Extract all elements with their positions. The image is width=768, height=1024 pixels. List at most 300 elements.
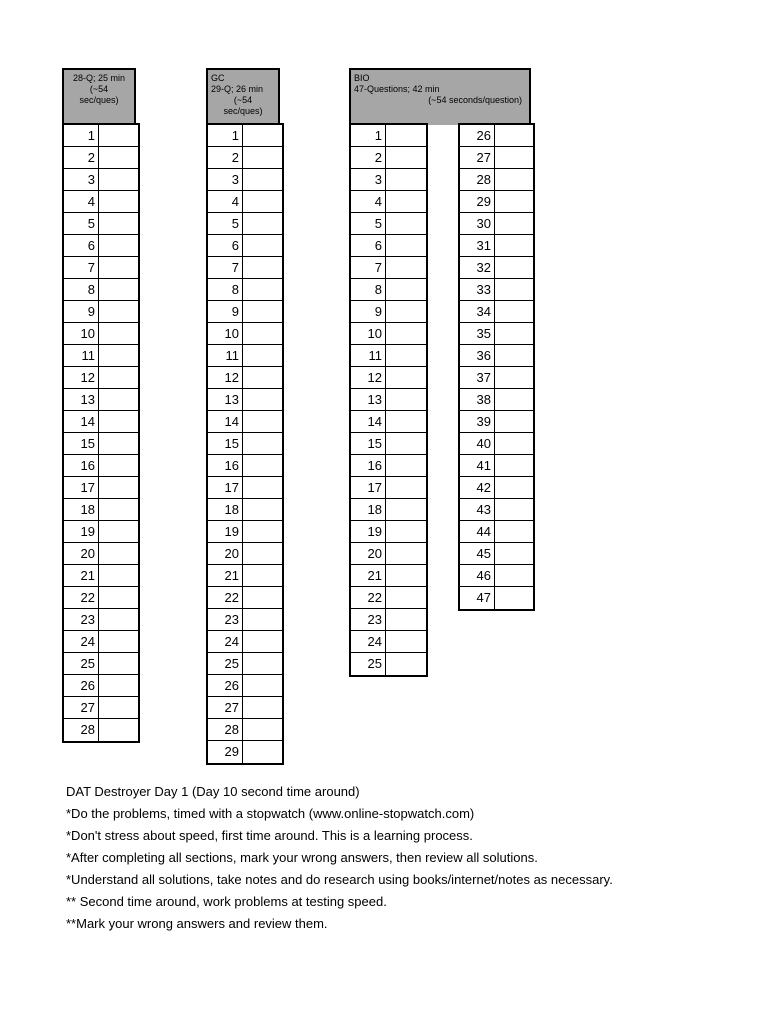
question-number: 13 (64, 389, 99, 410)
answer-row (208, 499, 282, 521)
question-number: 9 (351, 301, 386, 322)
answer-row (460, 345, 533, 367)
question-number: 15 (208, 433, 243, 454)
answer-row (64, 433, 138, 455)
answer-row (460, 213, 533, 235)
question-number: 9 (208, 301, 243, 322)
answer-cell[interactable] (99, 587, 138, 608)
answer-row (351, 411, 426, 433)
question-number: 39 (460, 411, 495, 432)
question-number: 1 (351, 125, 386, 146)
question-number: 30 (460, 213, 495, 234)
answer-cell[interactable] (243, 389, 282, 410)
answer-cell[interactable] (495, 169, 533, 190)
answer-row (208, 235, 282, 257)
answer-row (351, 257, 426, 279)
answer-row (64, 719, 138, 741)
answer-row (64, 521, 138, 543)
answer-cell[interactable] (386, 367, 426, 388)
answer-cell[interactable] (386, 169, 426, 190)
answer-row (208, 147, 282, 169)
answer-row (351, 147, 426, 169)
answer-row (460, 477, 533, 499)
answer-cell[interactable] (495, 191, 533, 212)
answer-cell[interactable] (243, 169, 282, 190)
answer-row (64, 125, 138, 147)
answer-cell[interactable] (386, 411, 426, 432)
question-number: 23 (208, 609, 243, 630)
section-header-line: sec/ques) (79, 95, 119, 105)
answer-cell[interactable] (495, 279, 533, 300)
answer-row (208, 257, 282, 279)
instruction-line: *Don't stress about speed, first time around. This is a learning process. (66, 828, 473, 843)
answer-cell[interactable] (243, 609, 282, 630)
answer-cell[interactable] (386, 477, 426, 498)
question-number: 14 (208, 411, 243, 432)
question-number: 17 (351, 477, 386, 498)
answer-cell[interactable] (386, 125, 426, 146)
answer-cell[interactable] (386, 213, 426, 234)
answer-row (351, 213, 426, 235)
answer-row (208, 411, 282, 433)
answer-row (351, 169, 426, 191)
answer-cell[interactable] (386, 455, 426, 476)
answer-row (460, 411, 533, 433)
answer-row (351, 323, 426, 345)
answer-cell[interactable] (386, 323, 426, 344)
answer-row (208, 719, 282, 741)
answer-row (208, 279, 282, 301)
answer-cell[interactable] (495, 257, 533, 278)
answer-cell[interactable] (243, 499, 282, 520)
answer-cell[interactable] (386, 147, 426, 168)
question-number: 23 (351, 609, 386, 630)
question-number: 24 (208, 631, 243, 652)
question-number: 17 (208, 477, 243, 498)
question-number: 2 (351, 147, 386, 168)
answer-cell[interactable] (386, 235, 426, 256)
answer-cell[interactable] (99, 125, 138, 146)
question-number: 42 (460, 477, 495, 498)
answer-cell[interactable] (243, 191, 282, 212)
answer-cell[interactable] (99, 521, 138, 542)
question-number: 15 (351, 433, 386, 454)
answer-cell[interactable] (99, 147, 138, 168)
answer-cell[interactable] (243, 367, 282, 388)
answer-cell[interactable] (243, 257, 282, 278)
answer-row (351, 653, 426, 675)
answer-row (460, 301, 533, 323)
answer-cell[interactable] (386, 301, 426, 322)
answer-cell[interactable] (386, 631, 426, 652)
answer-row (351, 125, 426, 147)
answer-cell[interactable] (495, 213, 533, 234)
answer-cell[interactable] (99, 653, 138, 674)
answer-row (208, 323, 282, 345)
question-number: 41 (460, 455, 495, 476)
question-number: 8 (351, 279, 386, 300)
question-number: 18 (208, 499, 243, 520)
bio-answer-column (349, 123, 428, 677)
question-number: 14 (64, 411, 99, 432)
question-number: 10 (208, 323, 243, 344)
answer-row (208, 433, 282, 455)
question-number: 16 (64, 455, 99, 476)
answer-row (460, 367, 533, 389)
question-number: 21 (208, 565, 243, 586)
section-header-line: 47-Questions; 42 min (354, 84, 440, 94)
answer-cell[interactable] (386, 521, 426, 542)
gc-answer-column (206, 123, 284, 765)
answer-row (208, 213, 282, 235)
question-number: 8 (208, 279, 243, 300)
question-number: 20 (208, 543, 243, 564)
instruction-line: ** Second time around, work problems at testing speed. (66, 894, 387, 909)
section-header-line: (~54 seconds/question) (428, 95, 522, 105)
question-number: 21 (351, 565, 386, 586)
answer-cell[interactable] (99, 235, 138, 256)
answer-row (460, 587, 533, 609)
answer-cell[interactable] (99, 279, 138, 300)
answer-row (64, 345, 138, 367)
answer-row (460, 279, 533, 301)
instruction-line: **Mark your wrong answers and review them. (66, 916, 328, 931)
answer-cell[interactable] (495, 323, 533, 344)
question-number: 4 (351, 191, 386, 212)
answer-cell[interactable] (386, 587, 426, 608)
section-header-line: 28-Q; 25 min (72, 73, 126, 83)
answer-row (351, 477, 426, 499)
answer-row (64, 279, 138, 301)
answer-row (208, 367, 282, 389)
answer-row (64, 587, 138, 609)
answer-cell[interactable] (99, 411, 138, 432)
answer-cell[interactable] (243, 323, 282, 344)
answer-row (351, 587, 426, 609)
answer-row (64, 301, 138, 323)
answer-cell[interactable] (99, 719, 138, 741)
answer-cell[interactable] (99, 367, 138, 388)
answer-row (460, 521, 533, 543)
question-number: 28 (64, 719, 99, 741)
answer-cell[interactable] (243, 719, 282, 740)
answer-row (64, 235, 138, 257)
question-number: 6 (208, 235, 243, 256)
question-number: 35 (460, 323, 495, 344)
question-number: 13 (208, 389, 243, 410)
question-number: 25 (64, 653, 99, 674)
answer-cell[interactable] (243, 587, 282, 608)
answer-cell[interactable] (495, 477, 533, 498)
instructions-title: DAT Destroyer Day 1 (Day 10 second time around) (66, 784, 360, 799)
s1-section-header (62, 68, 136, 125)
answer-row (64, 455, 138, 477)
answer-cell[interactable] (99, 433, 138, 454)
answer-cell[interactable] (99, 169, 138, 190)
question-number: 33 (460, 279, 495, 300)
answer-cell[interactable] (495, 345, 533, 366)
answer-cell[interactable] (495, 521, 533, 542)
question-number: 27 (460, 147, 495, 168)
question-number: 7 (208, 257, 243, 278)
answer-row (208, 301, 282, 323)
answer-row (351, 279, 426, 301)
answer-cell[interactable] (99, 675, 138, 696)
answer-cell[interactable] (99, 257, 138, 278)
answer-row (208, 191, 282, 213)
question-number: 17 (64, 477, 99, 498)
question-number: 11 (64, 345, 99, 366)
answer-row (64, 477, 138, 499)
answer-cell[interactable] (99, 543, 138, 564)
question-number: 13 (351, 389, 386, 410)
answer-cell[interactable] (495, 587, 533, 609)
question-number: 4 (64, 191, 99, 212)
answer-row (208, 455, 282, 477)
answer-row (208, 125, 282, 147)
question-number: 2 (64, 147, 99, 168)
answer-row (64, 499, 138, 521)
answer-row (208, 697, 282, 719)
question-number: 5 (64, 213, 99, 234)
answer-row (351, 367, 426, 389)
question-number: 26 (460, 125, 495, 146)
question-number: 14 (351, 411, 386, 432)
answer-cell[interactable] (243, 279, 282, 300)
answer-row (208, 521, 282, 543)
answer-row (208, 675, 282, 697)
answer-cell[interactable] (243, 433, 282, 454)
answer-cell[interactable] (386, 609, 426, 630)
answer-row (64, 213, 138, 235)
question-number: 5 (208, 213, 243, 234)
question-number: 38 (460, 389, 495, 410)
answer-cell[interactable] (243, 697, 282, 718)
answer-cell[interactable] (386, 279, 426, 300)
answer-cell[interactable] (243, 653, 282, 674)
answer-row (460, 565, 533, 587)
question-number: 11 (351, 345, 386, 366)
question-number: 28 (460, 169, 495, 190)
answer-cell[interactable] (99, 191, 138, 212)
answer-cell[interactable] (495, 433, 533, 454)
answer-cell[interactable] (495, 411, 533, 432)
answer-row (64, 675, 138, 697)
answer-row (64, 191, 138, 213)
answer-cell[interactable] (495, 125, 533, 146)
answer-cell[interactable] (99, 499, 138, 520)
answer-cell[interactable] (386, 543, 426, 564)
answer-cell[interactable] (243, 345, 282, 366)
question-number: 23 (64, 609, 99, 630)
answer-cell[interactable] (243, 543, 282, 564)
answer-row (64, 609, 138, 631)
answer-row (351, 345, 426, 367)
answer-row (460, 191, 533, 213)
answer-cell[interactable] (386, 499, 426, 520)
question-number: 46 (460, 565, 495, 586)
answer-cell[interactable] (243, 741, 282, 763)
question-number: 28 (208, 719, 243, 740)
answer-cell[interactable] (495, 565, 533, 586)
question-number: 34 (460, 301, 495, 322)
answer-cell[interactable] (99, 565, 138, 586)
answer-cell[interactable] (243, 455, 282, 476)
question-number: 3 (351, 169, 386, 190)
answer-cell[interactable] (386, 257, 426, 278)
question-number: 25 (208, 653, 243, 674)
answer-row (351, 455, 426, 477)
answer-cell[interactable] (99, 323, 138, 344)
question-number: 24 (64, 631, 99, 652)
answer-cell[interactable] (495, 455, 533, 476)
question-number: 45 (460, 543, 495, 564)
question-number: 12 (351, 367, 386, 388)
answer-cell[interactable] (386, 653, 426, 675)
question-number: 27 (64, 697, 99, 718)
answer-row (351, 521, 426, 543)
answer-cell[interactable] (99, 609, 138, 630)
question-number: 44 (460, 521, 495, 542)
answer-row (351, 235, 426, 257)
question-number: 19 (208, 521, 243, 542)
answer-cell[interactable] (495, 367, 533, 388)
answer-cell[interactable] (99, 389, 138, 410)
question-number: 16 (208, 455, 243, 476)
answer-row (460, 323, 533, 345)
answer-row (64, 367, 138, 389)
answer-cell[interactable] (495, 543, 533, 564)
answer-row (208, 389, 282, 411)
answer-cell[interactable] (99, 213, 138, 234)
instruction-line: *Understand all solutions, take notes and do research using books/internet/notes as necessary. (66, 872, 613, 887)
answer-cell[interactable] (495, 301, 533, 322)
answer-cell[interactable] (495, 235, 533, 256)
answer-cell[interactable] (495, 499, 533, 520)
answer-cell[interactable] (243, 213, 282, 234)
question-number: 1 (208, 125, 243, 146)
answer-cell[interactable] (495, 389, 533, 410)
question-number: 7 (351, 257, 386, 278)
question-number: 10 (64, 323, 99, 344)
question-number: 2 (208, 147, 243, 168)
answer-row (208, 543, 282, 565)
answer-cell[interactable] (386, 345, 426, 366)
question-number: 19 (64, 521, 99, 542)
answer-cell[interactable] (243, 477, 282, 498)
answer-cell[interactable] (99, 301, 138, 322)
answer-row (208, 631, 282, 653)
question-number: 40 (460, 433, 495, 454)
answer-row (460, 543, 533, 565)
answer-row (208, 565, 282, 587)
question-number: 6 (64, 235, 99, 256)
question-number: 6 (351, 235, 386, 256)
answer-row (64, 147, 138, 169)
question-number: 18 (64, 499, 99, 520)
question-number: 1 (64, 125, 99, 146)
answer-row (64, 543, 138, 565)
answer-cell[interactable] (243, 235, 282, 256)
question-number: 47 (460, 587, 495, 609)
answer-row (351, 565, 426, 587)
question-number: 27 (208, 697, 243, 718)
answer-cell[interactable] (99, 455, 138, 476)
answer-row (64, 411, 138, 433)
answer-cell[interactable] (99, 477, 138, 498)
question-number: 9 (64, 301, 99, 322)
answer-cell[interactable] (243, 631, 282, 652)
question-number: 3 (208, 169, 243, 190)
question-number: 29 (460, 191, 495, 212)
question-number: 19 (351, 521, 386, 542)
answer-row (64, 631, 138, 653)
answer-row (460, 433, 533, 455)
question-number: 8 (64, 279, 99, 300)
answer-row (208, 609, 282, 631)
question-number: 10 (351, 323, 386, 344)
bio-answer-column (458, 123, 535, 611)
answer-cell[interactable] (99, 631, 138, 652)
question-number: 15 (64, 433, 99, 454)
answer-row (351, 301, 426, 323)
answer-cell[interactable] (386, 433, 426, 454)
answer-cell[interactable] (243, 125, 282, 146)
gc-section-header (206, 68, 280, 125)
answer-cell[interactable] (243, 565, 282, 586)
answer-row (351, 389, 426, 411)
answer-row (460, 235, 533, 257)
answer-row (64, 323, 138, 345)
answer-row (208, 345, 282, 367)
question-number: 26 (64, 675, 99, 696)
answer-row (351, 499, 426, 521)
answer-row (460, 499, 533, 521)
answer-row (351, 433, 426, 455)
answer-cell[interactable] (386, 389, 426, 410)
question-number: 24 (351, 631, 386, 652)
answer-cell[interactable] (386, 565, 426, 586)
answer-row (460, 257, 533, 279)
answer-cell[interactable] (495, 147, 533, 168)
answer-cell[interactable] (243, 521, 282, 542)
question-number: 22 (208, 587, 243, 608)
section-header-line: (~54 (89, 84, 109, 94)
question-number: 11 (208, 345, 243, 366)
question-number: 16 (351, 455, 386, 476)
answer-cell[interactable] (243, 147, 282, 168)
question-number: 21 (64, 565, 99, 586)
answer-cell[interactable] (243, 675, 282, 696)
bio-section-header (349, 68, 531, 125)
answer-row (460, 389, 533, 411)
question-number: 37 (460, 367, 495, 388)
answer-cell[interactable] (99, 697, 138, 718)
section-header-line: BIO (354, 73, 370, 83)
answer-cell[interactable] (99, 345, 138, 366)
answer-row (351, 609, 426, 631)
answer-cell[interactable] (243, 411, 282, 432)
answer-row (208, 653, 282, 675)
instructions-block (66, 781, 613, 935)
answer-row (64, 389, 138, 411)
answer-cell[interactable] (386, 191, 426, 212)
question-number: 36 (460, 345, 495, 366)
section-header-line: 29-Q; 26 min (211, 84, 264, 94)
answer-cell[interactable] (243, 301, 282, 322)
answer-row (460, 455, 533, 477)
question-number: 12 (208, 367, 243, 388)
